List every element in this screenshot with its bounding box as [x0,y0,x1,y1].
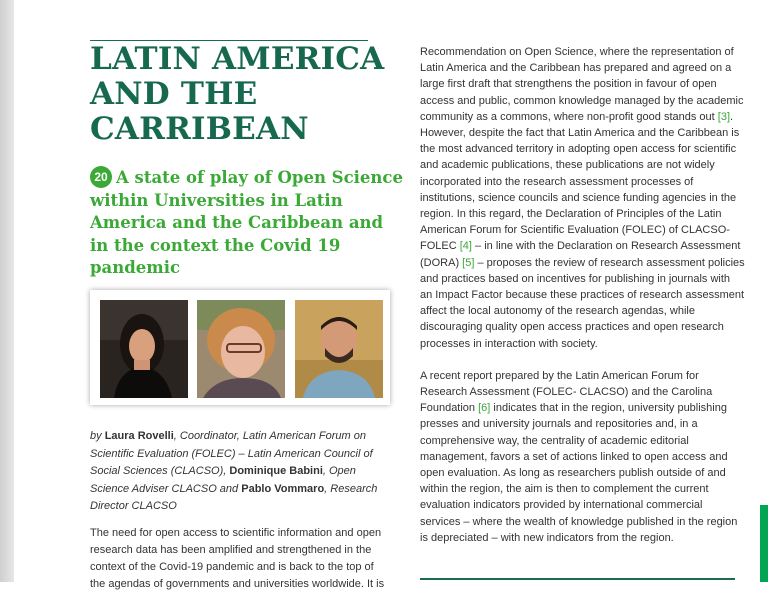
right-paragraph-2: A recent report prepared by the Latin American Forum for Research Assessment (FOLEC- CLACSO) and the Carolina Foundation [6] indicates that in the region, university publishing presses and university journals and repositories and, in a comprehensive way, the centrality of academic editorial management, favors a set of actions linked to open access and open evaluation. As long as researchers publish outside of and within the region, the aim is then to complement the current evaluation indicators provided by international commercial services – where the wealth of knowledge published in the region is depreciated – with new indicators from the region. [420,369,738,544]
author-photo-laura-rovelli [100,300,188,398]
bottom-rule [420,578,735,580]
right-column [420,44,745,546]
page-edge-strip [0,0,14,582]
article-subtitle-text: A state of play of Open Science within Universities in Latin America and the Caribbean and in the context the Covid 19 pandemic [90,168,403,277]
intro-paragraph: The need for open access to scientific information and open research data has been amplified and strengthened in the context of the Covid-19 pandemic and is back to the top of the agendas of governments and universities worldwide. It is [90,527,385,590]
author-photo-pablo-vommaro [295,300,383,398]
author-name-1: Laura Rovelli [104,430,174,442]
right-paragraph-1: Recommendation on Open Science, where the representation of Latin America and the Caribbean has prepared and agreed on a large first draft that strengthens the position in favour of open access and public, common knowledge managed by the academic community as a commons, where non-profit good stands out [3]. However, despite the fact that Latin America and the Caribbean is the most advanced territory in adopting open access for scientific and academic publications, these publications are not widely incorporated into the research assessment processes of institutions, science councils and science funding agencies in the region. In this regard, the Declaration of Principles of the Latin American Forum for Scientific Evaluation (FOLEC) of CLACSO-FOLEC [4] – in line with the Declaration on Research Assessment (DORA) [5] – proposes the review of research assessment policies and practices based on incentives for publishing in journals with an Impact Factor because these practices of research assessment affect the local autonomy of the research agendas, while discouraging quality open access practices and open research processes in interaction with society. [420,46,745,350]
author-photos [90,290,390,405]
section-tab [760,505,768,582]
author-name-3: Pablo Vommaro [241,482,325,495]
reference-link-4[interactable]: [4] [459,240,472,253]
article-subtitle [90,166,405,280]
page-title: LATIN AMERICA AND THE CARRIBEAN [90,41,385,147]
author-photo-dominique-babini [197,300,285,398]
author-byline: by Laura Rovelli, Coordinator, Latin American Forum on Scientific Evaluation (FOLEC) – Latin American Council of Social Sciences (CLACSO), Dominique Babini, Open Science Adviser CLACSO and Pablo Vommaro, Research Director CLACSO [90,430,378,512]
article-number-badge: 20 [90,166,112,188]
reference-link-3[interactable]: [3] [717,110,730,123]
reference-link-5[interactable]: [5] [462,256,475,269]
reference-link-6[interactable]: [6] [478,402,491,415]
author-name-2: Dominique Babini [229,465,323,477]
